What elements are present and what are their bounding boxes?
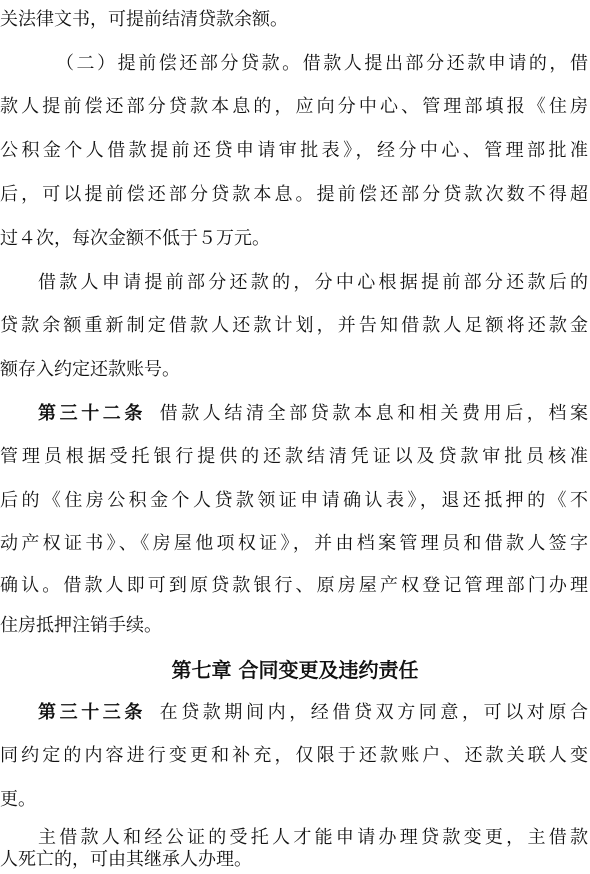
article-text: 在贷款期间内，经借贷双方同意，可以对原合 [156,702,588,723]
text-line: 贷款余额重新制定借款人还款计划，并告知借款人足额将还款金 [0,315,588,336]
text-line: 后，可以提前偿还部分贷款本息。提前偿还部分贷款次数不得超 [0,184,588,205]
text-line: （二）提前偿还部分贷款。借款人提出部分还款申请的，借 [56,53,588,74]
text-line: 借款人申请提前部分还款的，分中心根据提前部分还款后的 [38,272,588,293]
article-33-first-line [0,693,590,733]
text-line: 住房抵押注销手续。 [0,615,162,636]
chapter-heading: 第七章 合同变更及违约责任 [171,658,419,682]
text-line: 确认。借款人即可到原贷款银行、原房屋产权登记管理部门办理 [0,575,588,596]
text-line: 人死亡的，可由其继承人办理。 [0,849,252,870]
text-line: 关法律文书，可提前结清贷款余额。 [0,9,288,30]
text-line: 公积金个人借款提前还贷申请审批表》，经分中心、管理部批准 [0,140,588,161]
text-line: 同约定的内容进行变更和补充，仅限于还款账户、还款关联人变 [0,745,588,766]
text-line: 过４次，每次金额不低于５万元。 [0,228,270,249]
article-number: 第三十二条 [38,403,146,424]
article-text: 借款人结清全部贷款本息和相关费用后，档案 [156,403,588,424]
text-line: 管理员根据受托银行提供的还款结清凭证以及贷款审批员核准 [0,446,588,467]
text-line: 款人提前偿还部分贷款本息的，应向分中心、管理部填报《住房 [0,96,588,117]
text-line: 主借款人和经公证的受托人才能申请办理贷款变更，主借款 [38,827,588,848]
text-line: 额存入约定还款账号。 [0,359,180,380]
text-line: 更。 [0,789,36,810]
text-line: 动产权证书》、《房屋他项权证》，并由档案管理员和借款人签字 [0,533,588,554]
text-line: 后的《住房公积金个人贷款领证申请确认表》，退还抵押的《不 [0,490,588,511]
article-32-first-line [0,394,590,434]
article-number: 第三十三条 [38,702,146,723]
